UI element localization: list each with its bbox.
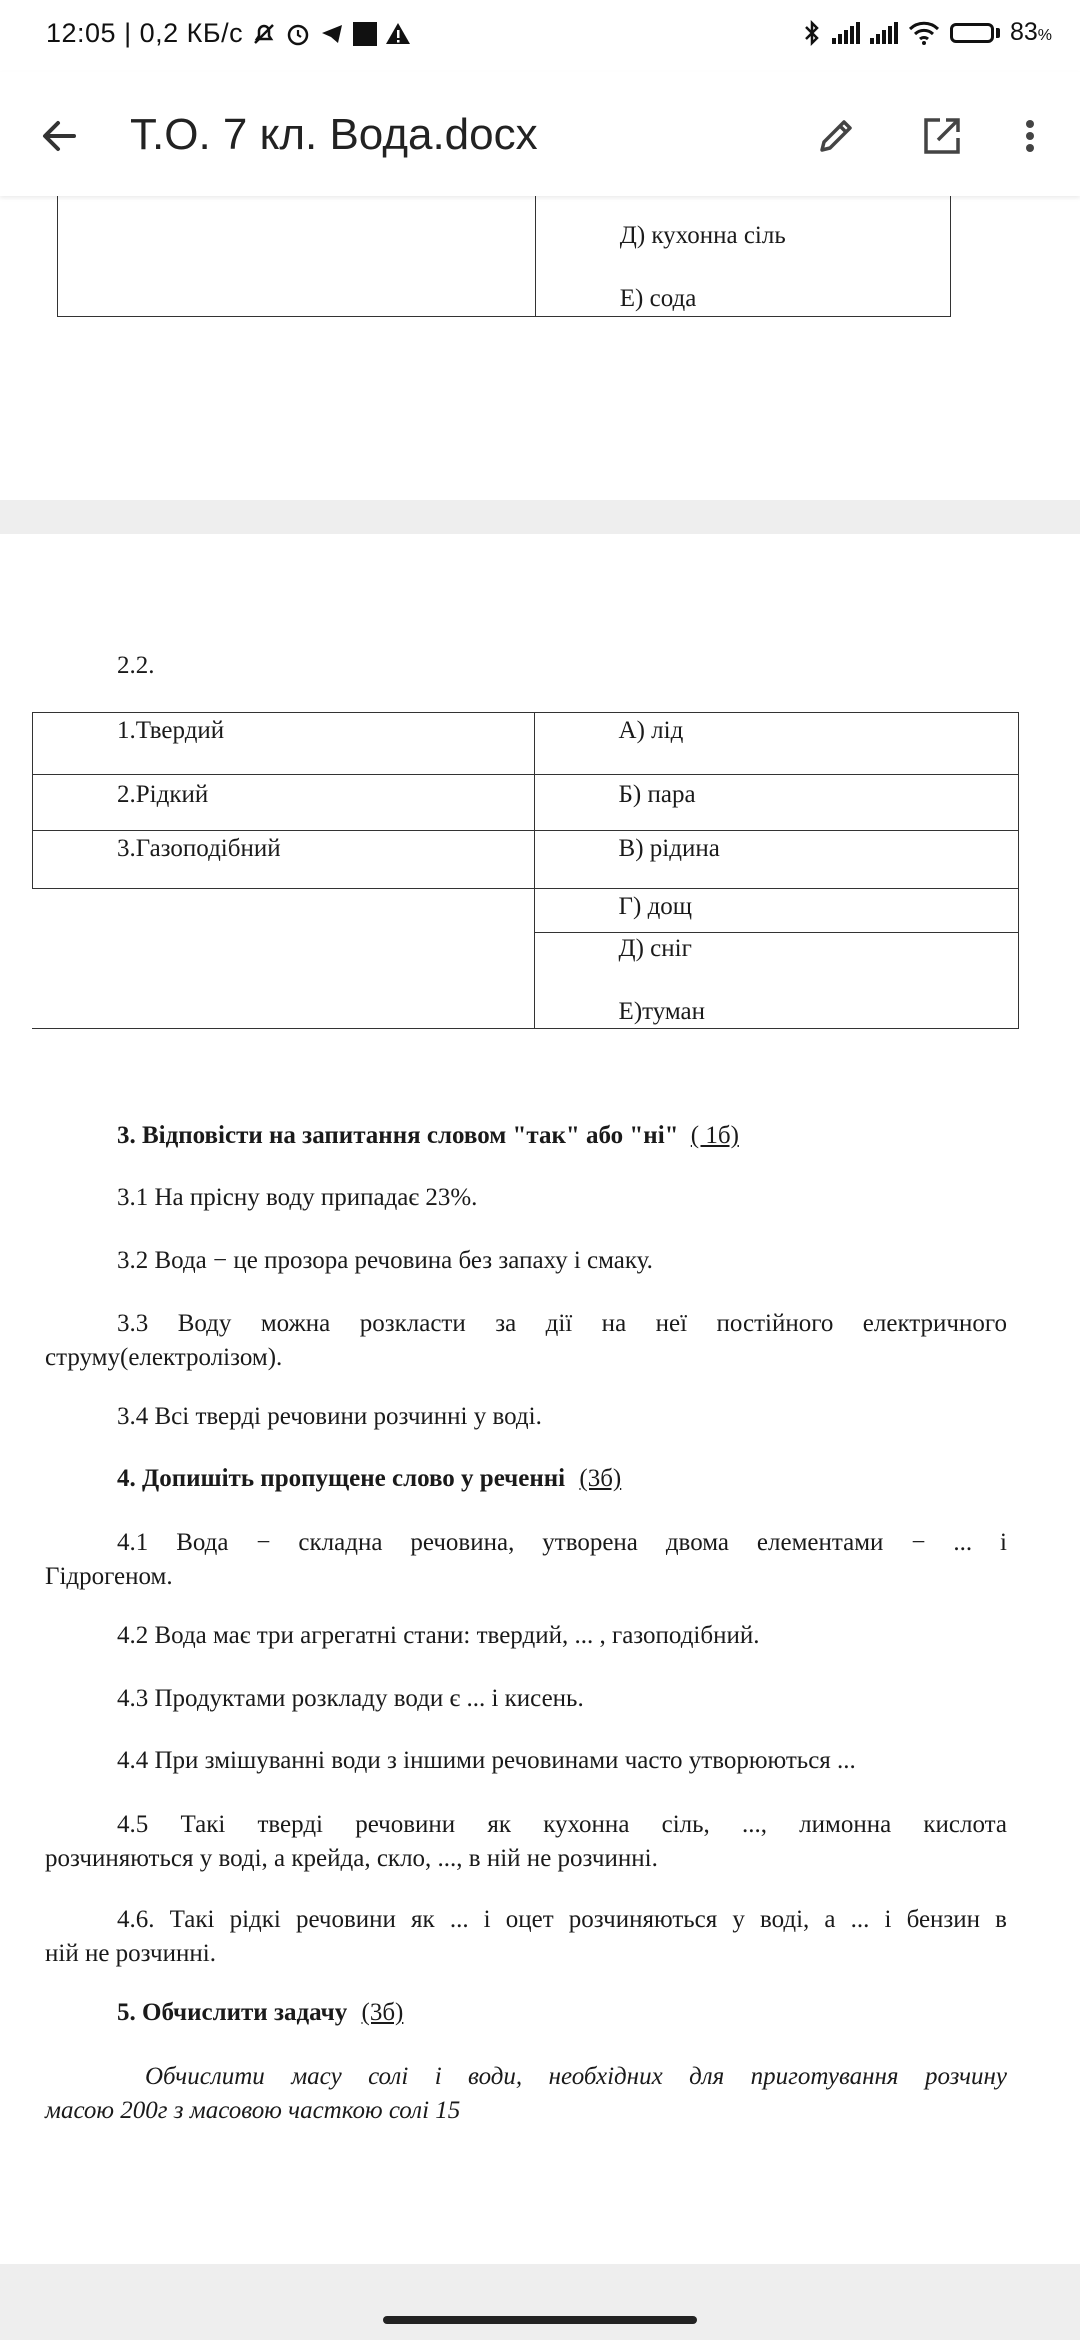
alarm-icon	[285, 21, 311, 47]
status-time: 12:05	[46, 18, 117, 48]
sentence-4-4: 4.4 При змішуванні води з іншими речовинами часто утворюються ...	[117, 1747, 856, 1774]
bluetooth-icon	[802, 19, 822, 47]
table-cell-state: 3.Газоподібний	[33, 831, 535, 889]
task-5-text: Обчислити масу солі і води, необхідних для приготування розчину масою 200г з масовою часткою солі 15	[45, 2063, 1007, 2124]
table-option-snow: Д) сніг	[618, 935, 692, 962]
document-page-2	[0, 534, 1080, 2264]
table-cell-option: В) рідина	[534, 831, 1018, 889]
section-5-heading: 5. Обчислити задачу (3б)	[117, 1999, 404, 2026]
table-empty-cell	[33, 889, 535, 1029]
top-table-item: Д) кухонна сіль	[619, 222, 786, 249]
app-notification-icon	[353, 22, 377, 46]
more-vert-icon	[1010, 112, 1050, 160]
status-right	[802, 18, 1052, 47]
sentence-4-1: 4.1 Вода − складна речовина, утворена двома елементами − ... і Гідрогеном.	[45, 1529, 1007, 1590]
home-indicator[interactable]	[383, 2316, 697, 2324]
question-3-1: 3.1 На прісну воду припадає 23%.	[117, 1184, 478, 1211]
question-3-4: 3.4 Всі тверді речовини розчинні у воді.	[117, 1403, 542, 1430]
sentence-4-5: 4.5 Такі тверді речовини як кухонна сіль, ..., лимонна кислота розчиняються у воді, а крейда, скло, ..., в ній не розчинні.	[45, 1811, 1007, 1872]
warning-icon	[385, 21, 411, 47]
top-table-right-cell	[535, 176, 950, 317]
battery-icon	[950, 23, 1000, 43]
table-cell-state: 1.Твердий	[33, 713, 535, 775]
table-cell-option-pair	[534, 933, 1018, 1029]
matching-table	[32, 712, 1019, 1029]
signal-icon	[832, 22, 860, 44]
status-bar	[0, 0, 1080, 72]
page-gap-bottom	[0, 2264, 1080, 2340]
question-3-3: 3.3 Воду можна розкласти за дії на неї постійного електричного струму(електролізом).	[45, 1310, 1007, 1371]
sentence-4-3: 4.3 Продуктами розкладу води є ... і кисень.	[117, 1685, 584, 1712]
top-table-item: Е) сода	[619, 285, 697, 312]
table-option-fog: Е)туман	[618, 998, 706, 1025]
mute-icon	[251, 21, 277, 47]
table-cell-option: Г) дощ	[534, 889, 1018, 933]
table-cell-option: А) лід	[534, 713, 1018, 775]
document-page-1	[0, 196, 1080, 500]
sentence-4-2: 4.2 Вода має три агрегатні стани: твердий, ... , газоподібний.	[117, 1622, 760, 1649]
battery-level: 83%	[1009, 18, 1052, 46]
wifi-icon	[908, 20, 940, 46]
status-separator: |	[124, 18, 132, 48]
table-cell-state: 2.Рідкий	[33, 775, 535, 831]
top-table-left-cell	[58, 176, 536, 317]
status-speed: 0,2 КБ/с	[139, 18, 244, 48]
question-3-2: 3.2 Вода − це прозора речовина без запаху і смаку.	[117, 1247, 653, 1274]
more-options-button[interactable]	[1010, 112, 1050, 160]
open-in-button[interactable]	[918, 112, 966, 160]
telegram-icon	[319, 21, 345, 47]
pencil-icon	[812, 112, 860, 160]
sentence-4-6: 4.6. Такі рідкі речовини як ... і оцет розчиняються у воді, а ... і бензин в ній не розчинні.	[45, 1906, 1007, 1967]
open-external-icon	[918, 112, 966, 160]
top-table	[57, 176, 951, 317]
section-2-2-label: 2.2.	[117, 652, 155, 679]
back-button[interactable]	[36, 112, 84, 160]
table-bottom-line	[32, 1028, 534, 1029]
status-left	[46, 18, 411, 49]
page-gap	[0, 500, 1080, 534]
app-bar	[0, 72, 1080, 196]
document-title: Т.О. 7 кл. Вода.docx	[130, 110, 538, 159]
section-5-points: (3б)	[361, 1999, 404, 2026]
section-3-points: ( 1б)	[690, 1122, 739, 1149]
arrow-back-icon	[36, 112, 84, 160]
section-4-points: (3б)	[579, 1465, 622, 1492]
section-3-heading: 3. Відповісти на запитання словом "так" або "ні" ( 1б)	[117, 1122, 739, 1149]
section-4-heading: 4. Допишіть пропущене слово у реченні (3б)	[117, 1465, 622, 1492]
signal-2-icon	[870, 22, 898, 44]
table-cell-option: Б) пара	[534, 775, 1018, 831]
edit-button[interactable]	[812, 112, 860, 160]
